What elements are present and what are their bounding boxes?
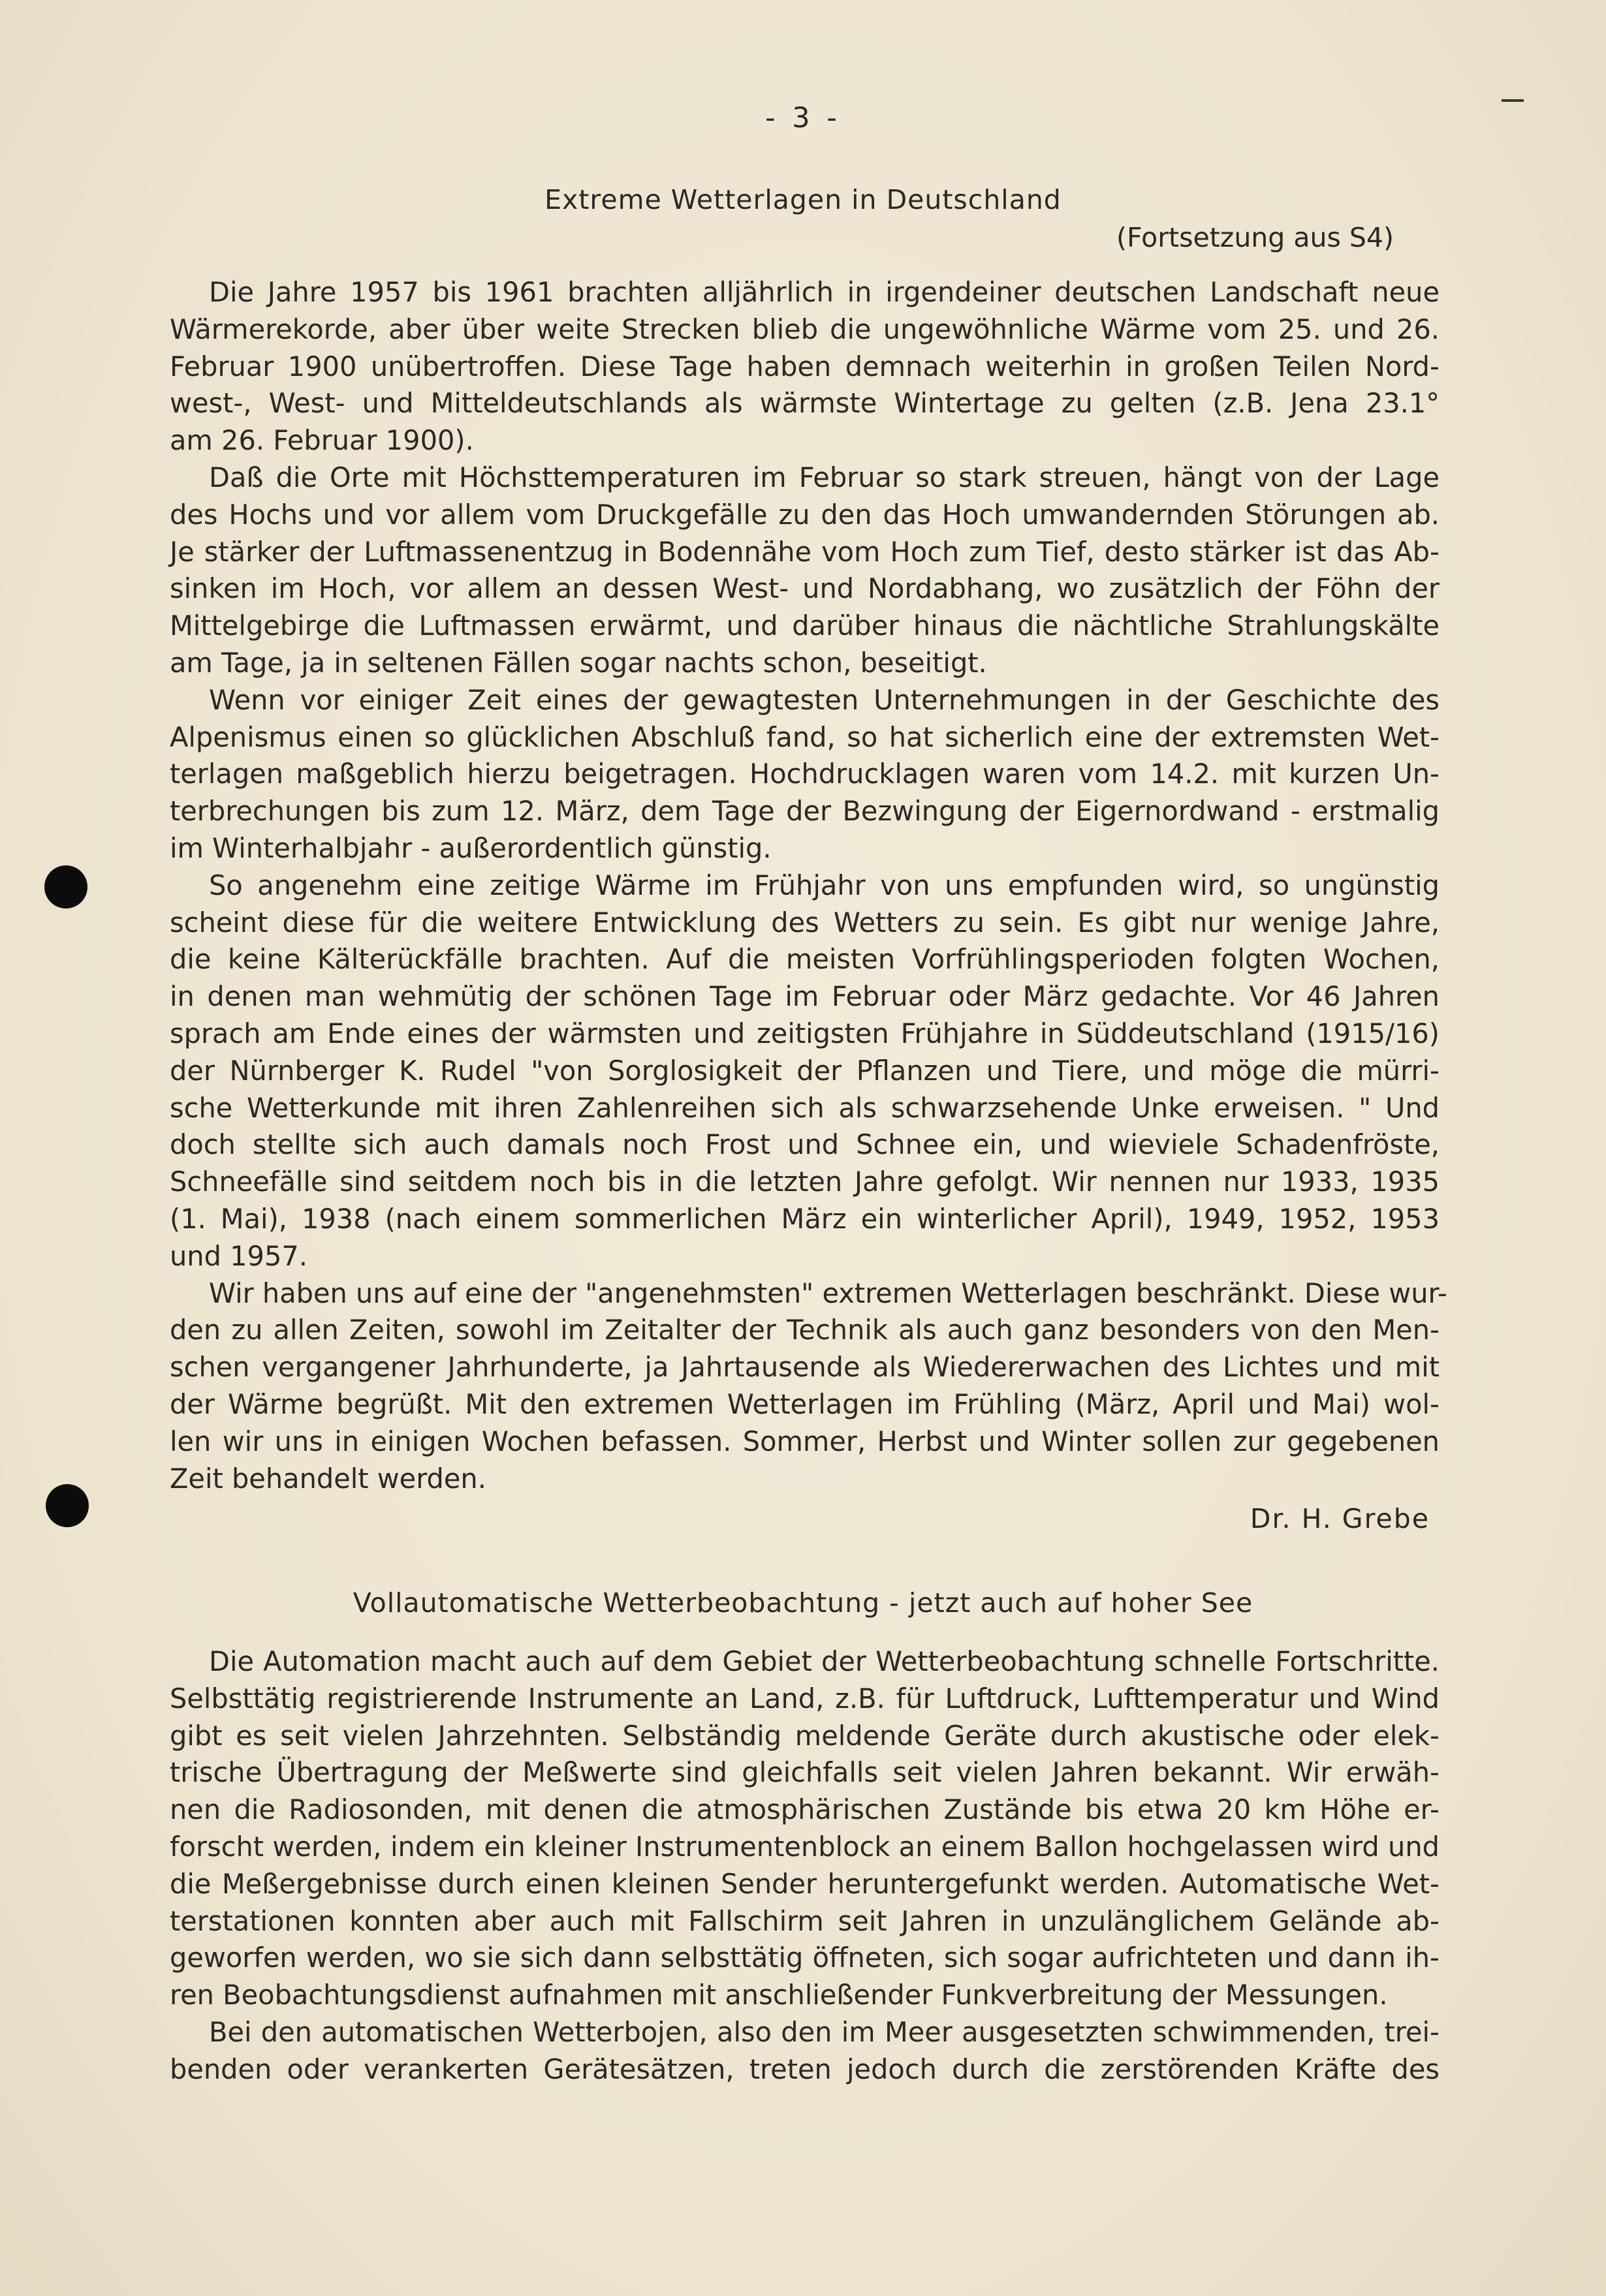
text-line: Die Automation macht auch auf dem Gebiet der Wetterbeobachtung schnelle Fortschritte. (209, 1645, 1440, 1677)
text-line: Je stärker der Luftmassenentzug in Bodennähe vom Hoch zum Tief, desto stärker ist das Ab- (170, 535, 1440, 568)
text-line: sinken im Hoch, vor allem an dessen West- und Nordabhang, wo zusätzlich der Föhn der (170, 572, 1440, 605)
text-line: am 26. Februar 1900). (170, 424, 474, 457)
article-body (170, 274, 1447, 1497)
text-line: sprach am Ende eines der wärmsten und zeitigsten Frühjahre in Süddeutschland (1915/16) (170, 1017, 1440, 1049)
text-line: gibt es seit vielen Jahrzehnten. Selbständig meldende Geräte durch akustische oder elek- (170, 1719, 1440, 1752)
text-line: Wärmerekorde, aber über weite Strecken blieb die ungewöhnliche Wärme vom 25. und 26. (170, 313, 1440, 345)
text-line: west-, West- und Mitteldeutschlands als wärmste Wintertage zu gelten (z.B. Jena 23.1° (170, 387, 1440, 420)
text-line: schen vergangener Jahrhunderte, ja Jahrtausende als Wiedererwachen des Lichtes und mit (170, 1351, 1440, 1384)
text-line: doch stellte sich auch damals noch Frost und Schnee ein, und wieviele Schadenfröste, (170, 1128, 1440, 1161)
text-line: geworfen werden, wo sie sich dann selbsttätig öffneten, sich sogar aufrichteten und dann ih- (170, 1942, 1440, 1974)
text-line: Alpenismus einen so glücklichen Abschluß fand, so hat sicherlich eine der extremsten Wet- (170, 721, 1440, 753)
text-line: der Wärme begrüßt. Mit den extremen Wetterlagen im Frühling (März, April und Mai) wol- (170, 1388, 1440, 1420)
text-line: Bei den automatischen Wetterbojen, also den im Meer ausgesetzten schwimmenden, trei- (209, 2015, 1440, 2048)
text-line: ren Beobachtungsdienst aufnahmen mit anschließender Funkverbreitung der Messungen. (170, 1979, 1388, 2011)
text-line: Die Jahre 1957 bis 1961 brachten alljährlich in irgendeiner deutschen Landschaft neue (209, 276, 1440, 308)
text-line: So angenehm eine zeitige Wärme im Frühjahr von uns empfunden wird, so ungünstig (209, 869, 1440, 901)
text-line: terlagen maßgeblich hierzu beigetragen. Hochdrucklagen waren vom 14.2. mit kurzen Un- (170, 758, 1440, 790)
article-title: Extreme Wetterlagen in Deutschland (544, 184, 1062, 215)
author-signature: Dr. H. Grebe (1250, 1503, 1430, 1534)
text-line: im Winterhalbjahr - außerordentlich günstig. (170, 831, 772, 864)
text-line: terbrechungen bis zum 12. März, dem Tage der Bezwingung der Eigernordwand - erstmalig (170, 795, 1440, 828)
text-line: am Tage, ja in seltenen Fällen sogar nachts schon, beseitigt. (170, 646, 987, 679)
punch-hole-icon (44, 865, 87, 908)
punch-hole-icon (46, 1484, 89, 1527)
text-line: nen die Radiosonden, mit denen die atmosphärischen Zustände bis etwa 20 km Höhe er- (170, 1793, 1440, 1826)
text-line: Mittelgebirge die Luftmassen erwärmt, und darüber hinaus die nächtliche Strahlungskälte (170, 610, 1440, 642)
text-line: len wir uns in einigen Wochen befassen. Sommer, Herbst und Winter sollen zur gegebenen (170, 1425, 1440, 1457)
text-line: scheint diese für die weitere Entwicklung des Wetters zu sein. Es gibt nur wenige Jahre, (170, 906, 1440, 939)
text-line: und 1957. (170, 1239, 307, 1272)
text-line: die Meßergebnisse durch einen kleinen Sender heruntergefunkt werden. Automatische Wet- (170, 1867, 1440, 1900)
text-line: Wenn vor einiger Zeit eines der gewagtesten Unternehmungen in der Geschichte des (209, 683, 1440, 716)
continuation-note: (Fortsetzung aus S4) (1116, 222, 1394, 253)
text-line: Schneefälle sind seitdem noch bis in die letzten Jahre gefolgt. Wir nennen nur 1933, 1935 (170, 1166, 1440, 1198)
text-line: Wir haben uns auf eine der "angenehmsten" extremen Wetterlagen beschränkt. Diese wur- (209, 1277, 1447, 1309)
article-body (170, 1643, 1440, 2088)
text-line: in denen man wehmütig der schönen Tage im Februar oder März gedachte. Vor 46 Jahren (170, 980, 1440, 1013)
text-line: Selbsttätig registrierende Instrumente an Land, z.B. für Luftdruck, Lufttemperatur und Wind (170, 1682, 1440, 1714)
text-line: sche Wetterkunde mit ihren Zahlenreihen sich als schwarzsehende Unke erweisen. " Und (170, 1091, 1440, 1124)
text-line: der Nürnberger K. Rudel "von Sorglosigkeit der Pflanzen und Tiere, und möge die mürri- (170, 1054, 1440, 1087)
article-title: Vollautomatische Wetterbeobachtung - jetzt auch auf hoher See (353, 1587, 1253, 1619)
text-line: des Hochs und vor allem vom Druckgefälle zu den das Hoch umwandernden Störungen ab. (170, 498, 1440, 531)
text-line: trische Übertragung der Meßwerte sind gleichfalls seit vielen Jahren bekannt. Wir erwäh- (170, 1756, 1440, 1789)
text-line: (1. Mai), 1938 (nach einem sommerlichen März ein winterlicher April), 1949, 1952, 1953 (170, 1202, 1440, 1235)
text-line: benden oder verankerten Gerätesätzen, treten jedoch durch die zerstörenden Kräfte des (170, 2053, 1440, 2085)
text-line: die keine Kälterückfälle brachten. Auf die meisten Vorfrühlingsperioden folgten Wochen, (170, 943, 1440, 976)
text-line: terstationen konnten aber auch mit Fallschirm seit Jahren in unzulänglichem Gelände ab- (170, 1904, 1440, 1937)
text-line: Februar 1900 unübertroffen. Diese Tage haben demnach weiterhin in großen Teilen Nord- (170, 350, 1440, 382)
text-line: Daß die Orte mit Höchsttemperaturen im Februar so stark streuen, hängt von der Lage (209, 461, 1440, 493)
text-line: Zeit behandelt werden. (170, 1462, 486, 1495)
text-line: den zu allen Zeiten, sowohl im Zeitalter der Technik als auch ganz besonders von den Men- (170, 1314, 1440, 1346)
page-number: - 3 - (765, 102, 841, 134)
text-line: forscht werden, indem ein kleiner Instrumentenblock an einem Ballon hochgelassen wird und (170, 1830, 1440, 1863)
